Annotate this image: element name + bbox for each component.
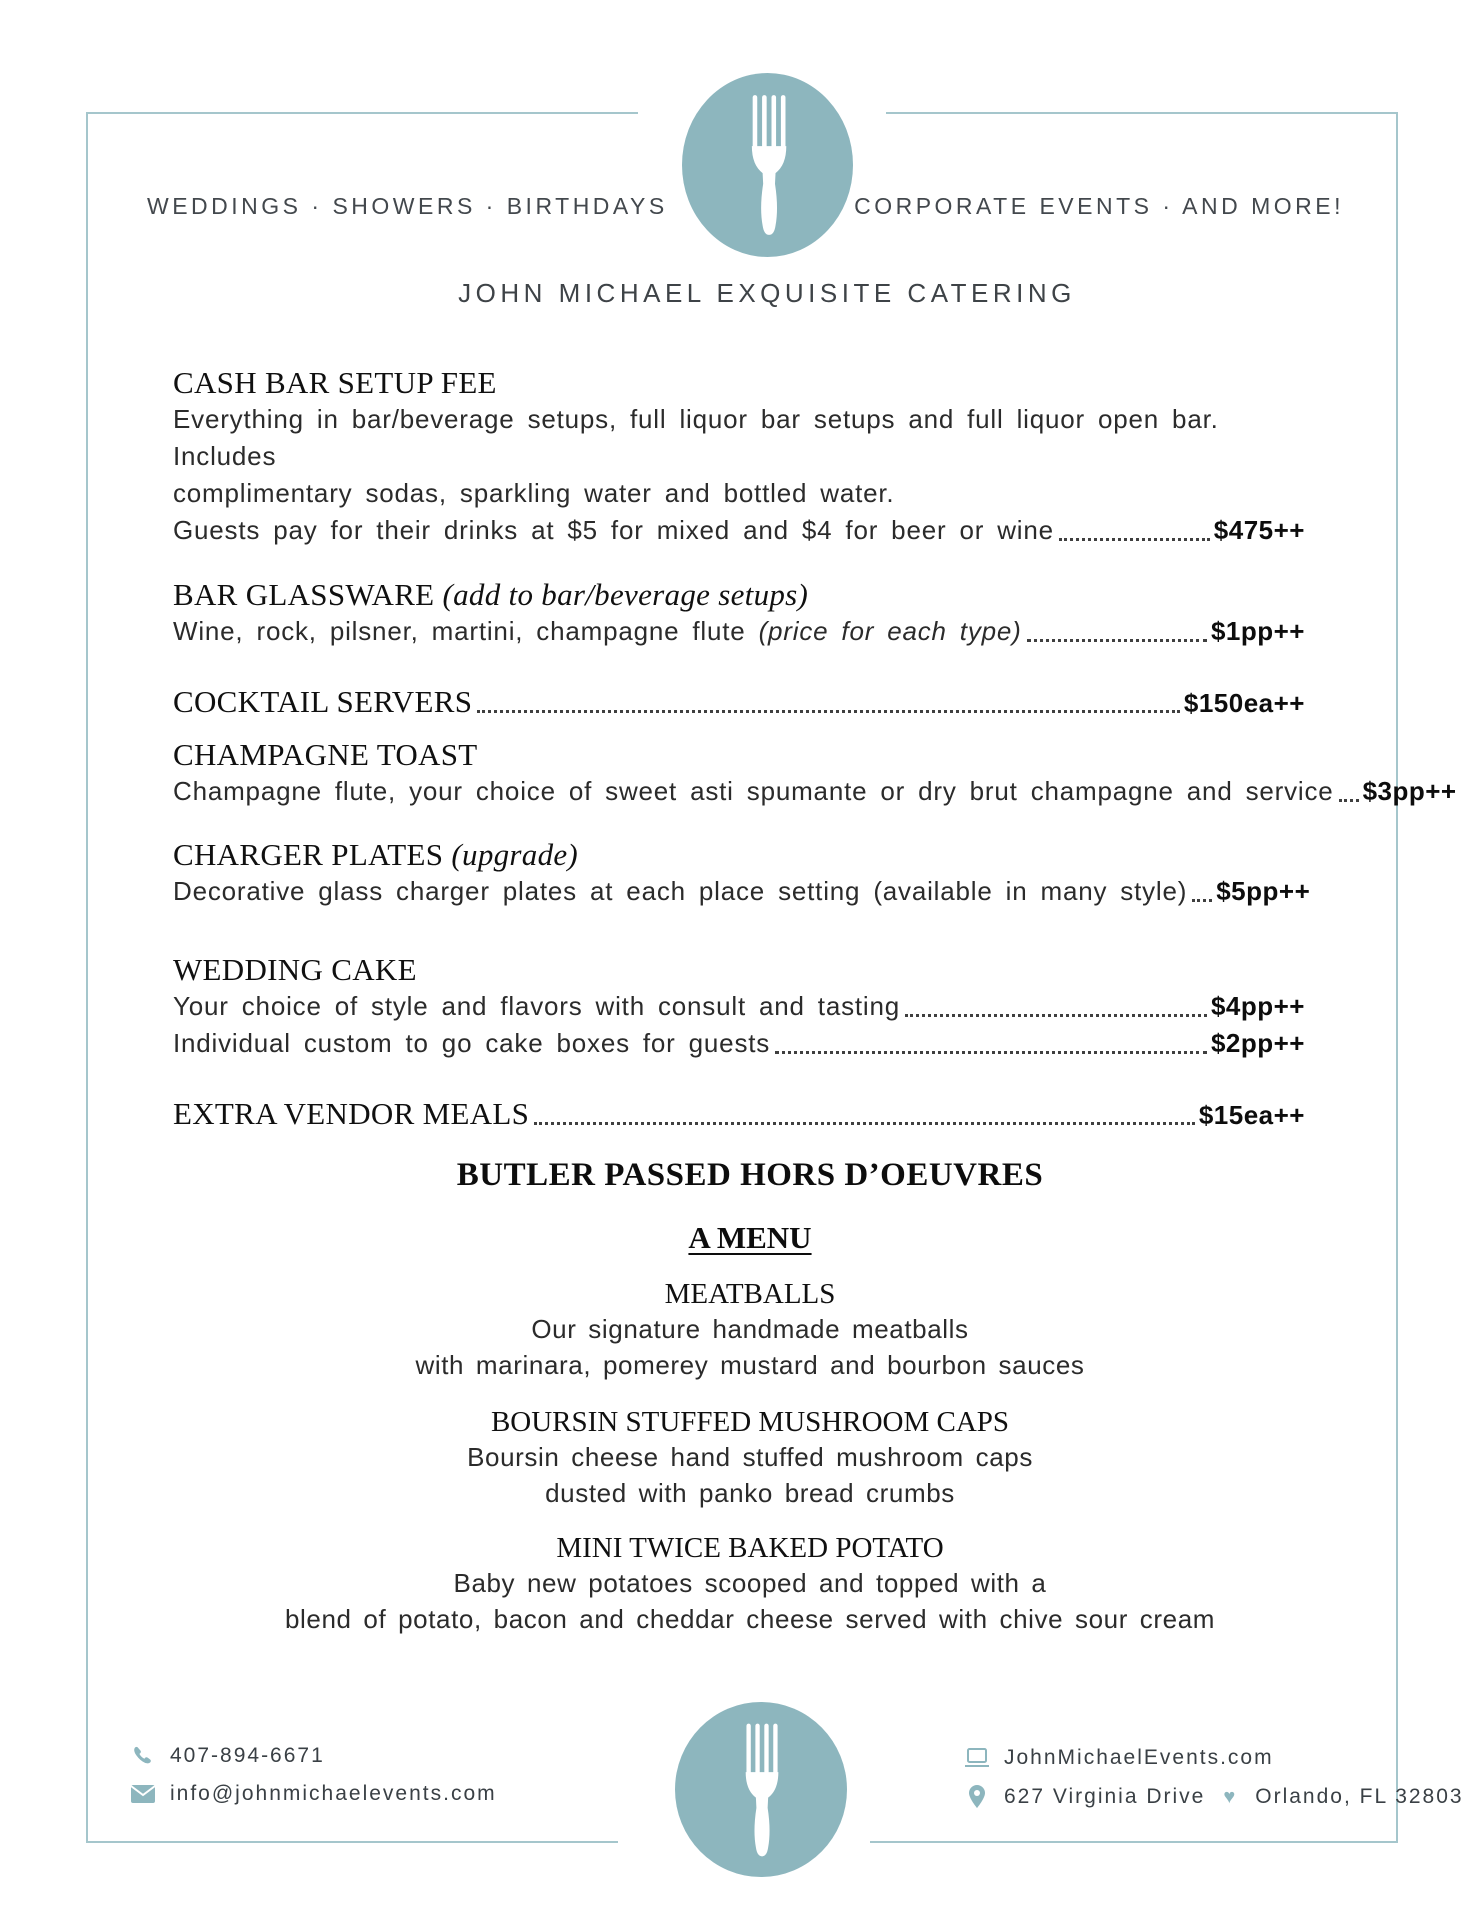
footer-phone xyxy=(128,1744,325,1768)
dot-leader xyxy=(534,1122,1195,1125)
menu-item-name: BOURSIN STUFFED MUSHROOM CAPS xyxy=(490,1406,1010,1438)
footer-address-street: 627 Virginia Drive xyxy=(1004,1785,1206,1808)
dot-leader xyxy=(477,710,1180,713)
price-value: $5pp++ xyxy=(1216,876,1311,906)
heart-icon: ♥ xyxy=(1223,1785,1238,1808)
section-charger-plates xyxy=(173,837,1311,910)
footer-email xyxy=(128,1782,497,1806)
footer-website xyxy=(962,1746,1274,1770)
section-heading-note: (add to bar/beverage setups) xyxy=(442,577,809,612)
menu-item xyxy=(173,1277,1327,1383)
envelope-icon xyxy=(128,1784,158,1804)
section-heading: COCKTAIL SERVERS xyxy=(173,684,473,719)
section-extra-vendor-meals xyxy=(173,1094,1305,1134)
section-bar-glassware xyxy=(173,577,1305,650)
price-value: $3pp++ xyxy=(1362,776,1457,806)
dot-leader xyxy=(1059,538,1210,541)
section-heading: BAR GLASSWARE (add to bar/beverage setups) xyxy=(173,577,809,612)
dot-leader xyxy=(775,1051,1207,1054)
dot-leader xyxy=(1339,799,1359,802)
phone-icon xyxy=(128,1744,158,1768)
fork-icon xyxy=(721,1716,801,1864)
priced-line-label: Decorative glass charger plates at each place setting (available in many style) xyxy=(173,876,1188,906)
priced-line xyxy=(173,613,1305,650)
section-heading: CHAMPAGNE TOAST xyxy=(173,737,478,772)
priced-line xyxy=(173,512,1305,549)
section-cocktail-servers xyxy=(173,682,1305,722)
page-title: JOHN MICHAEL EXQUISITE CATERING xyxy=(458,278,1076,308)
priced-line-label: Champagne flute, your choice of sweet asti spumante or dry brut champagne and service xyxy=(173,776,1334,806)
priced-line-label: Guests pay for their drinks at $5 for mixed and $4 for beer or wine xyxy=(173,515,1054,545)
menu-label: A MENU xyxy=(688,1220,812,1255)
menu-item xyxy=(173,1405,1327,1511)
footer-phone-text: 407-894-6671 xyxy=(170,1744,325,1767)
brand-logo-bottom xyxy=(675,1702,847,1877)
priced-line-label-italic: (price for each type) xyxy=(758,616,1022,646)
menu-item-description: Our signature handmade meatballs xyxy=(531,1314,969,1344)
dot-leader xyxy=(905,1014,1207,1017)
price-value: $15ea++ xyxy=(1198,1100,1305,1130)
priced-line-label: Wine, rock, pilsner, martini, champagne flute xyxy=(173,616,746,646)
section-description-line: Everything in bar/beverage setups, full liquor bar setups and full liquor open bar. Includes xyxy=(173,404,1219,471)
footer-address-city: Orlando, FL 32803 xyxy=(1255,1785,1464,1808)
brand-logo-top xyxy=(682,73,853,257)
price-list xyxy=(173,365,1457,1134)
price-value: $4pp++ xyxy=(1210,991,1305,1021)
menu-item-description: with marinara, pomerey mustard and bourbon sauces xyxy=(415,1350,1085,1380)
section-cash-bar xyxy=(173,365,1305,549)
section-heading: CHARGER PLATES (upgrade) xyxy=(173,837,579,872)
menu-item-description: blend of potato, bacon and cheddar cheese served with chive sour cream xyxy=(284,1604,1216,1634)
priced-line-label: Your choice of style and flavors with consult and tasting xyxy=(173,991,901,1021)
dot-leader xyxy=(1192,899,1212,902)
menu-item-name: MEATBALLS xyxy=(664,1278,836,1310)
section-heading: EXTRA VENDOR MEALS xyxy=(173,1096,530,1131)
hors-doeuvres-title: BUTLER PASSED HORS D’OEUVRES xyxy=(456,1157,1044,1193)
section-heading: WEDDING CAKE xyxy=(173,952,417,987)
price-value: $475++ xyxy=(1213,515,1305,545)
footer-website-text: JohnMichaelEvents.com xyxy=(1004,1746,1274,1769)
menu-item-description: Boursin cheese hand stuffed mushroom caps xyxy=(467,1442,1033,1472)
menu-item-name: MINI TWICE BAKED POTATO xyxy=(556,1532,944,1564)
price-value: $1pp++ xyxy=(1210,616,1305,646)
section-heading: CASH BAR SETUP FEE xyxy=(173,365,497,400)
menu-item xyxy=(173,1531,1327,1637)
footer-address xyxy=(962,1784,1464,1810)
menu-item-description: dusted with panko bread crumbs xyxy=(545,1478,955,1508)
section-heading-note: (upgrade) xyxy=(451,837,579,872)
location-pin-icon xyxy=(962,1784,992,1810)
laptop-icon xyxy=(962,1747,992,1769)
hors-doeuvres-section xyxy=(173,1155,1327,1637)
priced-line xyxy=(173,988,1305,1025)
section-champagne-toast xyxy=(173,737,1457,810)
price-value: $150ea++ xyxy=(1183,688,1305,718)
section-description-line: complimentary sodas, sparkling water and bottled water. xyxy=(173,478,895,508)
price-value: $2pp++ xyxy=(1210,1028,1305,1058)
priced-line xyxy=(173,873,1311,910)
priced-line-label: Individual custom to go cake boxes for guests xyxy=(173,1028,771,1058)
tagline-left: WEDDINGS · SHOWERS · BIRTHDAYS xyxy=(147,193,668,219)
fork-icon xyxy=(725,87,811,243)
dot-leader xyxy=(1027,639,1207,642)
priced-line xyxy=(173,773,1457,810)
section-wedding-cake xyxy=(173,952,1305,1062)
priced-line xyxy=(173,1025,1305,1062)
footer-email-text: info@johnmichaelevents.com xyxy=(170,1782,497,1805)
tagline-right: CORPORATE EVENTS · AND MORE! xyxy=(854,193,1344,219)
menu-item-description: Baby new potatoes scooped and topped with a xyxy=(453,1568,1047,1598)
